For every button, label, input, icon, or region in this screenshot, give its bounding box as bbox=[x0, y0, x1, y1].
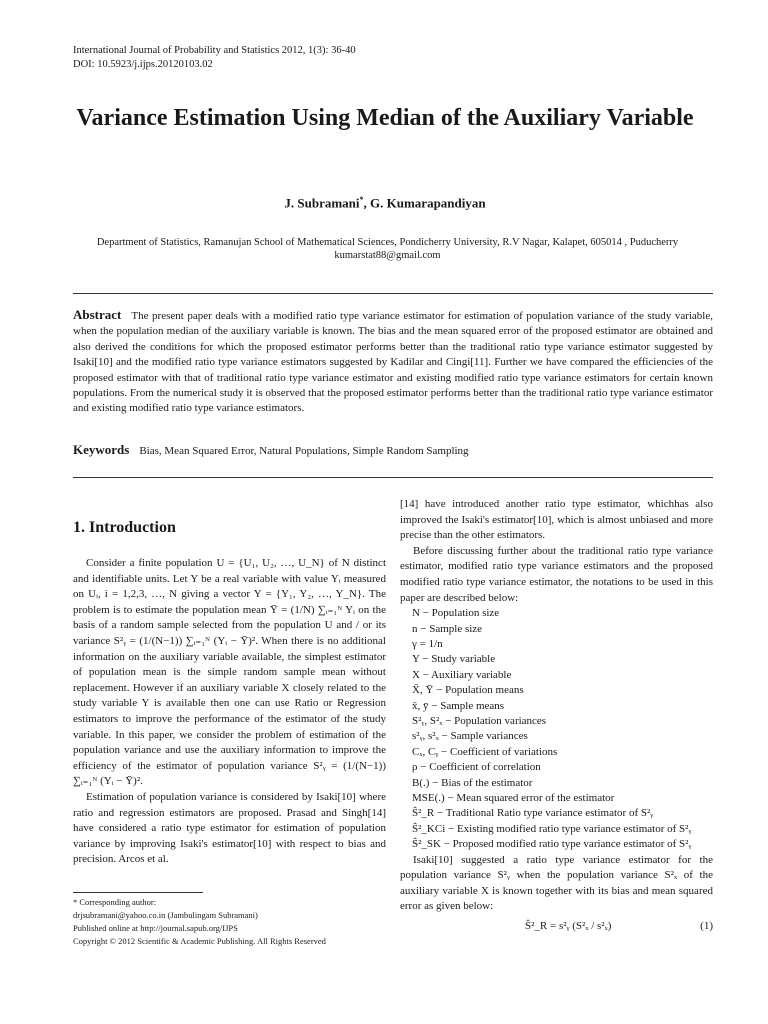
right-paragraph-1: [14] have introduced another ratio type estimator, whichhas also improved the Isaki's estimator[10], which is almost unbiased and more precise than the other estimators. bbox=[400, 498, 713, 542]
footnote-rule bbox=[73, 892, 203, 893]
keywords bbox=[73, 442, 713, 458]
right-paragraph-3: Isaki[10] suggested a ratio type variance estimator for the population variance S²ᵧ when the population variance S²ₓ of the auxiliary variable X is known together with its bias and mean squared error as given below: bbox=[400, 853, 713, 913]
notation-item: Ŝ²_R − Traditional Ratio type variance estimator of S²ᵧ bbox=[412, 807, 654, 820]
footnote-corresponding: * Corresponding author: bbox=[73, 897, 157, 907]
doi: DOI: 10.5923/j.ijps.20120103.02 bbox=[73, 59, 213, 70]
section-heading: 1. Introduction bbox=[73, 519, 176, 536]
notation-item: MSE(.) − Mean squared error of the estimator bbox=[412, 792, 615, 805]
footnote bbox=[73, 896, 386, 948]
notation-item: s²ᵧ, s²ₓ − Sample variances bbox=[412, 730, 528, 743]
keywords-text: Bias, Mean Squared Error, Natural Populations, Simple Random Sampling bbox=[139, 445, 469, 457]
right-column bbox=[400, 497, 713, 935]
notation-item: Cₓ, Cᵧ − Coefficient of variations bbox=[412, 745, 558, 758]
abstract-text: The present paper deals with a modified ratio type variance estimator for estimation of population variance of the study variable, when the population median of the auxiliary variable is known. The bias and the mean squared error of the proposed estimator are obtained and also derived the conditions for which the proposed estimator performs better than the traditional ratio type variance estimator suggested by Isaki[10] and the modified ratio type variance estimators suggested by Kadilar and Cingi[11]. Further we have compared the efficiencies of the proposed estimator with that of traditional ratio type variance estimator and existing modified ratio type variance estimators for certain known populations. From the numerical study it is observed that the proposed estimator performs better than the traditional ratio type variance estimator and existing modified ratio type variance estimators. bbox=[73, 310, 713, 415]
footnote-email: drjsubramani@yahoo.co.in (Jambulingam Subramani) bbox=[73, 910, 258, 920]
notation-item: γ = 1/n bbox=[412, 637, 443, 650]
notation-item: n − Sample size bbox=[412, 622, 483, 635]
notation-item: Ŝ²_KCi − Existing modified ratio type variance estimator of S²ᵧ bbox=[412, 822, 692, 835]
paper-title: Variance Estimation Using Median of the Auxiliary Variable bbox=[76, 105, 694, 131]
notation-item: N − Population size bbox=[412, 607, 500, 620]
notation-item: Y − Study variable bbox=[412, 653, 496, 666]
corresponding-mark: * bbox=[359, 195, 364, 204]
abstract bbox=[73, 307, 713, 417]
abstract-label: Abstract bbox=[73, 307, 122, 322]
author-2: G. Kumarapandiyan bbox=[370, 195, 486, 211]
affiliation-dept: Department of Statistics, Ramanujan School of Mathematical Sciences, Pondicherry University, R.V Nagar, Kalapet, 605014 , Puducherry bbox=[96, 237, 679, 248]
author-separator: , bbox=[363, 195, 371, 211]
journal-header bbox=[73, 44, 356, 72]
equation-1-body: Ŝ²_R = s²ᵧ (S²ₓ / s²ₓ) bbox=[525, 920, 612, 933]
notation-item: X̄, Ȳ − Population means bbox=[412, 684, 524, 697]
notation-item: X − Auxiliary variable bbox=[412, 668, 512, 681]
notation-list bbox=[400, 606, 713, 853]
footnote-copyright: Copyright © 2012 Scientific & Academic Publishing. All Rights Reserved bbox=[73, 936, 326, 946]
notation-item: S²ᵧ, S²ₓ − Population variances bbox=[412, 715, 547, 727]
author-1: J. Subramani bbox=[284, 195, 360, 211]
notation-item: x̄, ȳ − Sample means bbox=[412, 699, 505, 712]
intro-paragraph-1: Consider a finite population U = {U₁, U₂, …, U_N} of N distinct and identifiable units. Let Y be a real variable with value Yᵢ measured on Uᵢ, i = 1,2,3, …, N giving a vector Y = {Y₁, Y₂, …, Y_N}. The problem is to estimate the population mean Ȳ = (1/N) ∑ᵢ₌₁ᴺ Yᵢ on the basis of a random sample selected from the population U and / or its variance S²ᵧ = (1/(N−1)) ∑ᵢ₌₁ᴺ (Yᵢ − Ȳ)². When there is no additional information on the auxiliary variable available, the simplest estimator of population mean is the simple random sample mean without replacement. However if an auxiliary variable X closely related to the study variable Y is available then one can use Ratio or Regression estimators to improve the performance of the estimator of the study variable. In this paper, we consider the problem of estimation of the population variance and use the auxiliary information to improve the efficiency of the estimator of population variance S²ᵧ = (1/(N−1)) ∑ᵢ₌₁ᴺ (Yᵢ − Ȳ)². bbox=[73, 557, 386, 788]
notation-item: Ŝ²_SK − Proposed modified ratio type variance estimator of S²ᵧ bbox=[412, 838, 692, 851]
divider-top bbox=[73, 293, 713, 294]
author-list bbox=[60, 195, 710, 211]
intro-paragraph-2: Estimation of population variance is considered by Isaki[10] where ratio and regression estimators are proposed. Prasad and Singh[14] have considered a ratio type estimator for estimation of population variance by improving Isaki's estimator[10] with respect to bias and precision. Arcos et al. bbox=[73, 790, 386, 866]
left-column bbox=[73, 518, 386, 868]
equation-1-number: (1) bbox=[700, 920, 713, 933]
equation-1 bbox=[400, 919, 713, 935]
right-paragraph-2: Before discussing further about the traditional ratio type variance estimator, modified ratio type variance estimators and the proposed modified ratio type variance estimator, the notations to be used in this paper are described below: bbox=[400, 544, 713, 604]
divider-bottom bbox=[73, 477, 713, 478]
affiliation-email: kumarstat88@gmail.com bbox=[334, 250, 441, 261]
keywords-label: Keywords bbox=[73, 442, 130, 457]
footnote-published: Published online at http://journal.sapub.org/IJPS bbox=[73, 923, 238, 933]
journal-citation: International Journal of Probability and Statistics 2012, 1(3): 36-40 bbox=[73, 45, 356, 56]
notation-item: B(.) − Bias of the estimator bbox=[412, 776, 533, 789]
notation-item: ρ − Coefficient of correlation bbox=[412, 761, 541, 774]
affiliation bbox=[95, 236, 680, 262]
